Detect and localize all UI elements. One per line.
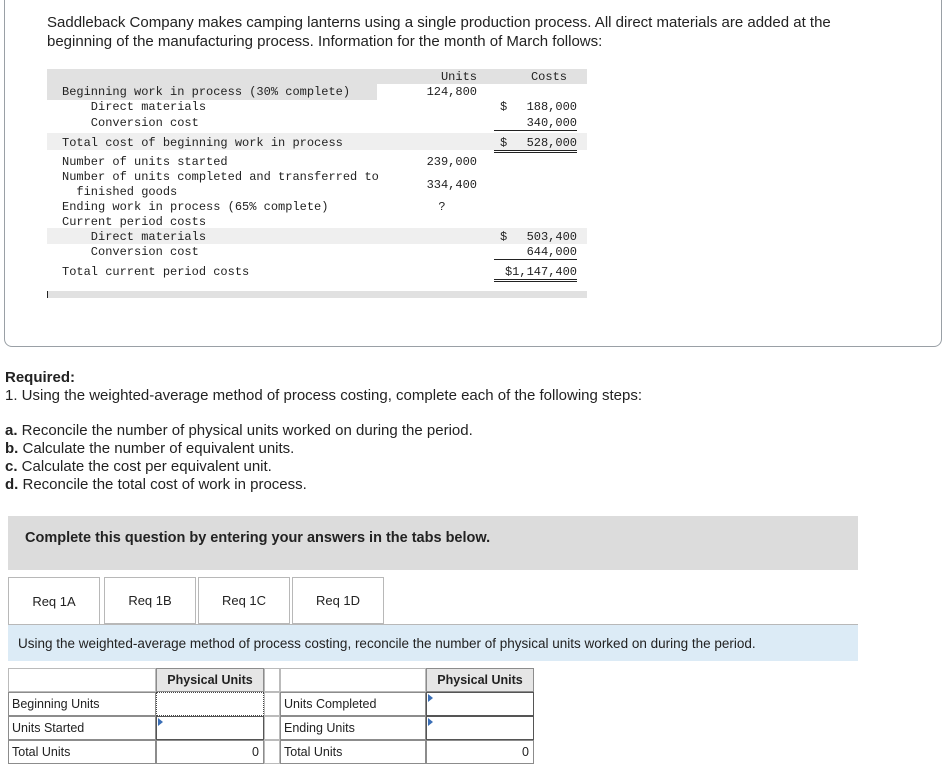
blank-header-cell (280, 668, 426, 692)
row-label: Total cost of beginning work in process (62, 136, 343, 150)
row-units: 124,800 (426, 85, 477, 99)
row-label-units-started: Units Started (8, 716, 156, 740)
steps-list (5, 422, 473, 494)
table-row (47, 85, 587, 100)
row-cost: 644,000 (494, 245, 577, 260)
required-section (5, 369, 642, 405)
required-step1: 1. Using the weighted-average method of process costing, complete each of the following steps: (5, 387, 643, 404)
row-label: finished goods (62, 185, 178, 199)
row-dollar: $ (500, 230, 508, 244)
units-started-input[interactable] (156, 716, 264, 740)
spacer-cell (264, 668, 280, 692)
row-label-total-units: Total Units (8, 740, 156, 764)
beginning-units-input[interactable] (156, 692, 264, 716)
table-row (47, 265, 587, 280)
row-units: 334,400 (426, 178, 477, 192)
row-units: ? (438, 200, 446, 214)
row-cost: 188,000 (526, 100, 577, 114)
right-header: Physical Units (426, 668, 534, 692)
units-completed-input[interactable] (426, 692, 534, 716)
row-label-total-units: Total Units (280, 740, 426, 764)
row-cost: 503,400 (526, 230, 577, 244)
table-row (47, 155, 587, 170)
table-row (47, 100, 587, 115)
spacer-cell (264, 692, 280, 716)
row-dollar: $ (500, 136, 508, 150)
costs-header: Costs (530, 70, 567, 84)
left-total-value: 0 (156, 740, 264, 764)
row-label: Direct materials (62, 230, 207, 244)
step-text: Reconcile the number of physical units worked on during the period. (17, 422, 473, 439)
step-key: c. (5, 458, 18, 475)
list-item (5, 422, 473, 440)
row-cost: 528,000 (494, 136, 577, 153)
row-label: Conversion cost (62, 116, 199, 130)
list-item (5, 458, 473, 476)
table-row (47, 116, 587, 131)
row-dollar: $ (500, 100, 508, 114)
row-label: Conversion cost (62, 245, 199, 259)
ending-units-input[interactable] (426, 716, 534, 740)
table-row (47, 215, 587, 230)
row-label: Number of units started (62, 155, 228, 169)
step-text: Reconcile the total cost of work in process. (18, 476, 307, 493)
step-key: d. (5, 476, 19, 493)
row-label-beginning-units: Beginning Units (8, 692, 156, 716)
table-row (47, 230, 587, 245)
row-label: Total current period costs (62, 265, 250, 279)
step-text: Calculate the cost per equivalent unit. (17, 458, 272, 475)
table-row (47, 245, 587, 260)
row-label: Ending work in process (65% complete) (62, 200, 329, 214)
step-key: a. (5, 422, 18, 439)
input-flag-icon (428, 718, 433, 726)
row-label: Direct materials (62, 100, 207, 114)
spacer-cell (264, 716, 280, 740)
step-text: Calculate the number of equivalent units. (18, 440, 295, 457)
step-key: b. (5, 440, 19, 457)
footer-shade (47, 291, 587, 298)
right-total-value: 0 (426, 740, 534, 764)
tab-prompt (8, 624, 858, 661)
tab-req-1b[interactable]: Req 1B (104, 577, 196, 624)
blank-header-cell (8, 668, 156, 692)
row-units: 239,000 (426, 155, 477, 169)
banner-text: Complete this question by entering your answers in the tabs below. (25, 530, 491, 546)
list-item (5, 476, 473, 494)
row-label-ending-units: Ending Units (280, 716, 426, 740)
prompt-text: Using the weighted-average method of process costing, reconcile the number of physical units worked on during the period. (18, 636, 756, 651)
row-label: Number of units completed and transferred to (62, 170, 379, 184)
table-row (47, 200, 587, 215)
left-header: Physical Units (156, 668, 264, 692)
problem-intro: Saddleback Company makes camping lanterns using a single production process. All direct materials are added at the beginning of the manufacturing process. Information for the month of March follows: (47, 14, 831, 50)
tab-req-1d[interactable]: Req 1D (292, 577, 384, 624)
row-cost: $1,147,400 (494, 265, 577, 282)
row-label: Current period costs (62, 215, 207, 229)
input-flag-icon (428, 694, 433, 702)
required-title: Required: (5, 369, 76, 386)
input-flag-icon (158, 718, 163, 726)
row-label: Beginning work in process (30% complete) (62, 85, 351, 99)
table-row (47, 185, 587, 200)
row-cost: 340,000 (494, 116, 577, 131)
table-row (47, 136, 587, 151)
instruction-banner (8, 516, 858, 570)
row-label-units-completed: Units Completed (280, 692, 426, 716)
list-item (5, 440, 473, 458)
footer-edge (47, 291, 48, 298)
units-header: Units (440, 70, 477, 84)
tab-req-1c[interactable]: Req 1C (198, 577, 290, 624)
tab-req-1a[interactable]: Req 1A (8, 577, 100, 625)
spacer-cell (264, 740, 280, 764)
